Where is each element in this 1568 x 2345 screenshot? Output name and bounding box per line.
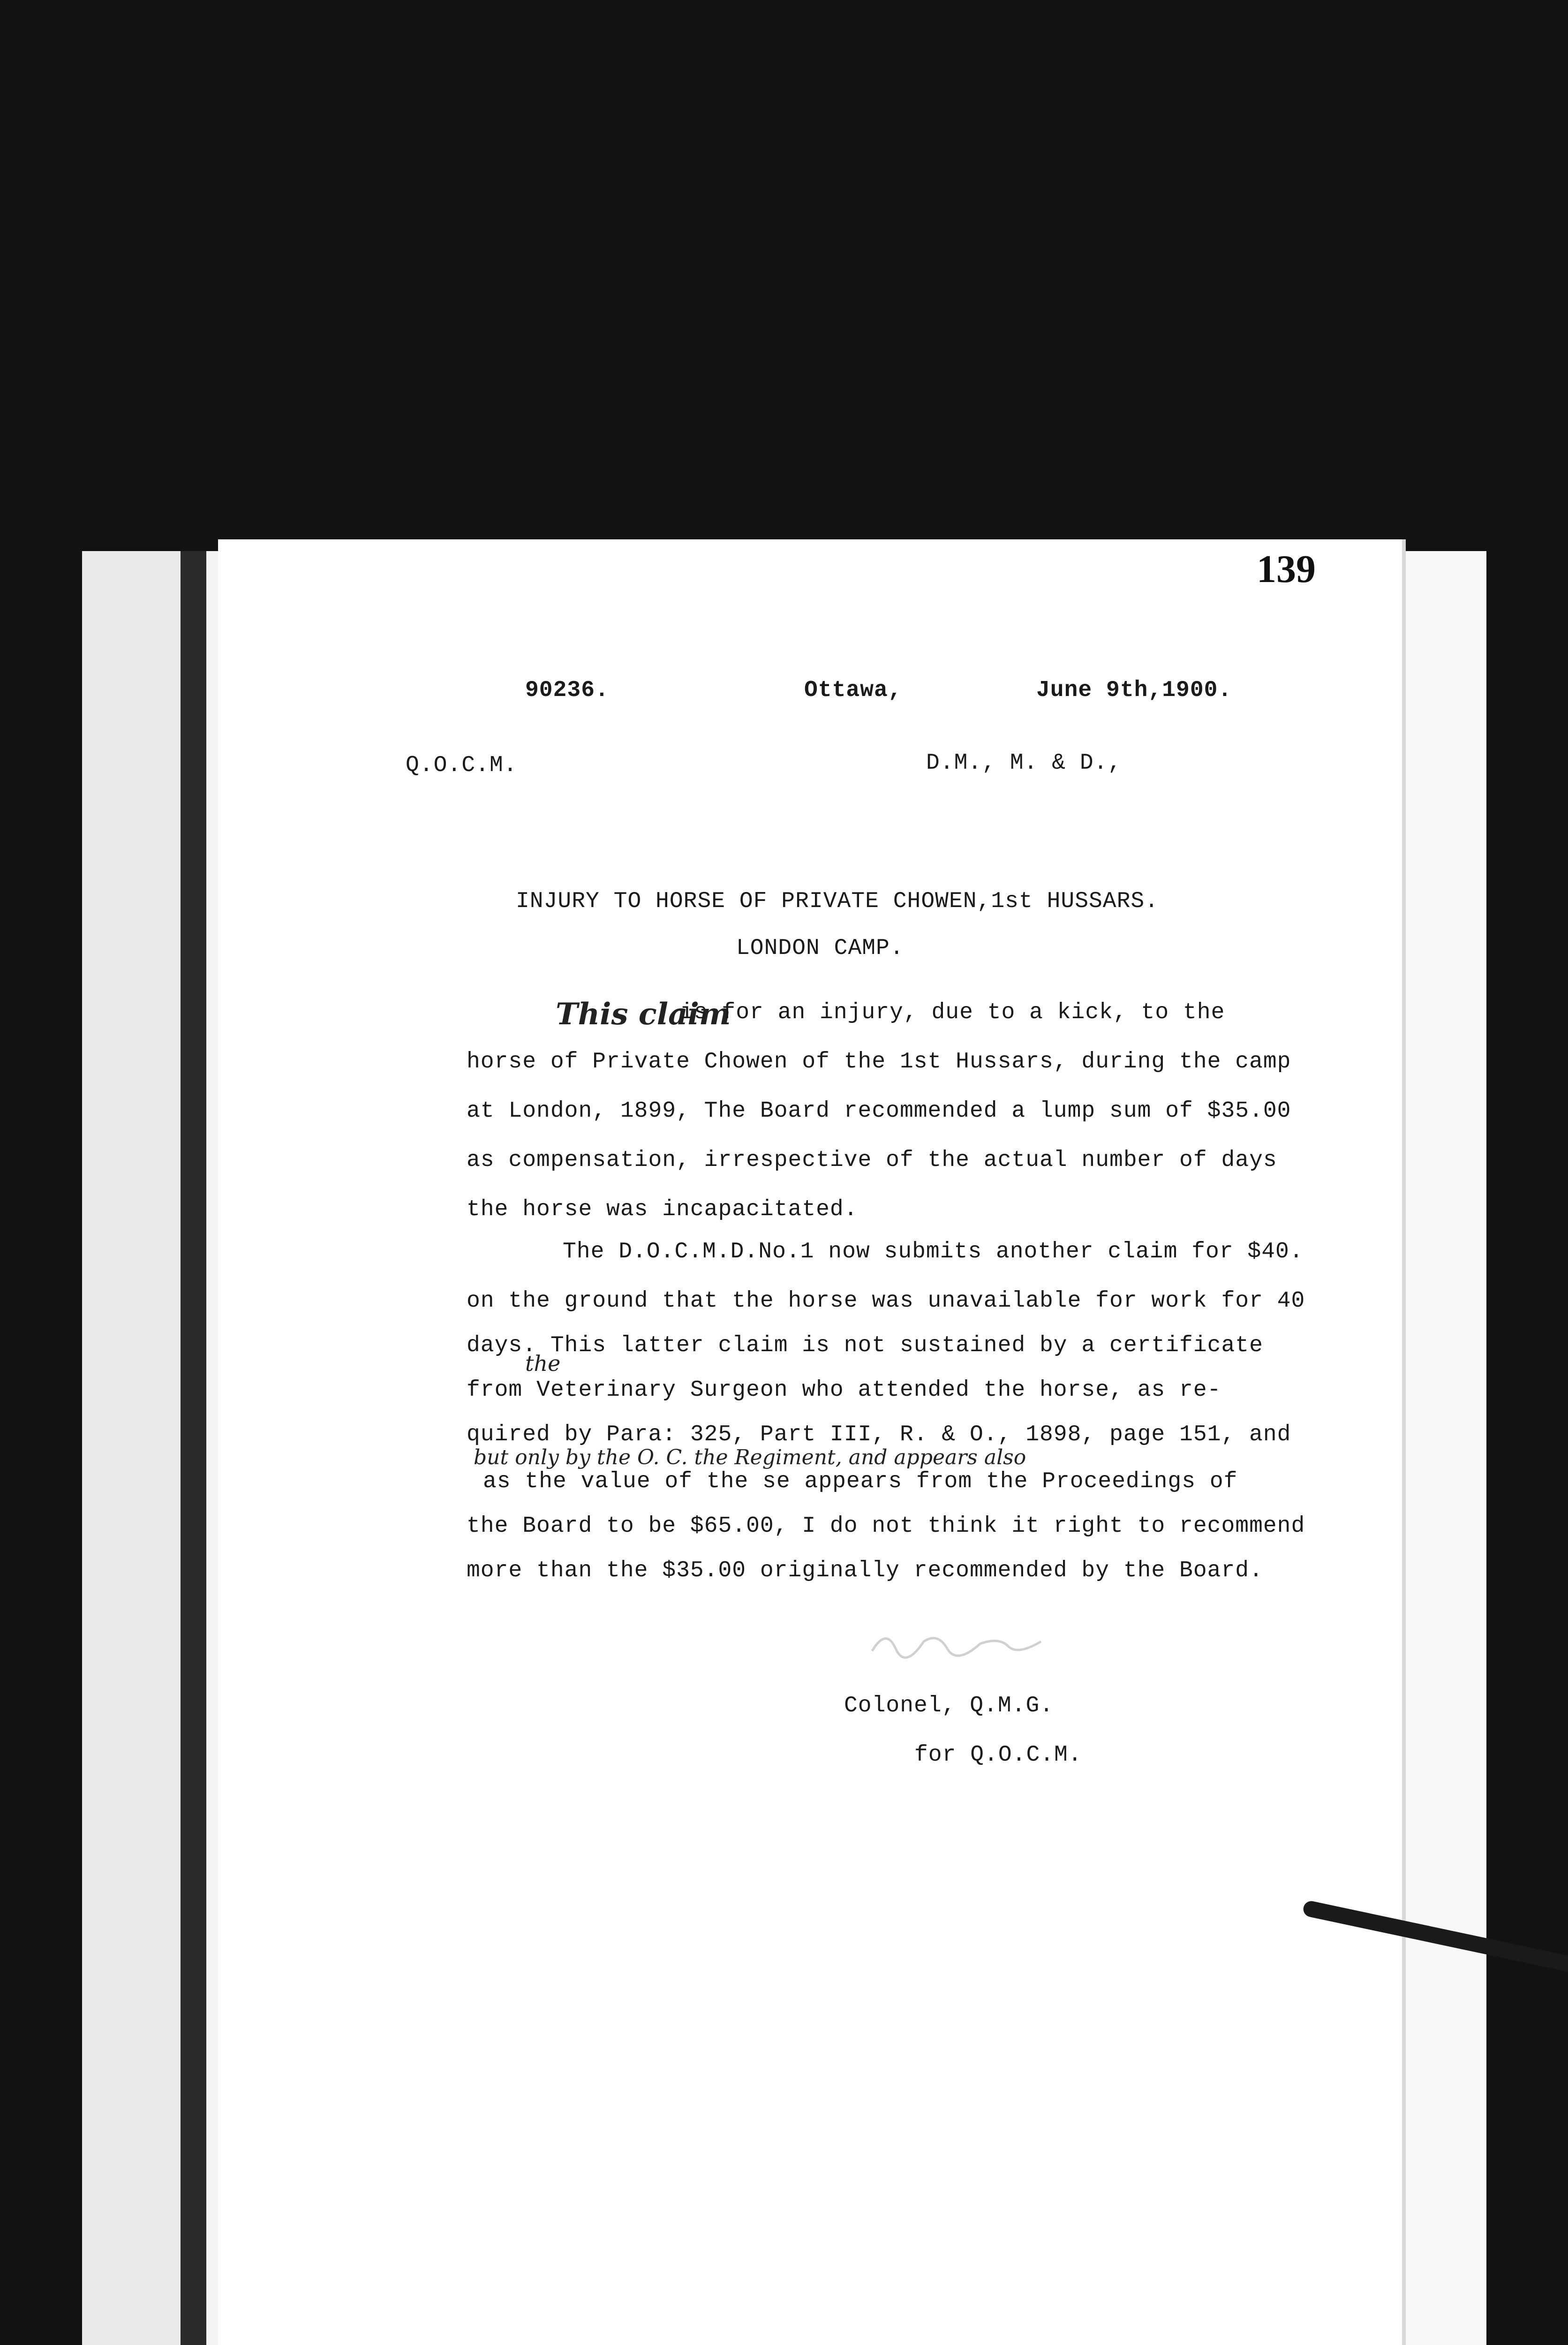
body-line: as compensation, irrespective of the actual number of days bbox=[467, 1148, 1277, 1173]
body-line: quired by Para: 325, Part III, R. & O., 1898, page 151, and bbox=[467, 1422, 1291, 1447]
faint-signature bbox=[867, 1623, 1046, 1665]
letter-date: June 9th,1900. bbox=[1036, 678, 1232, 703]
body-line: more than the $35.00 originally recommended by the Board. bbox=[467, 1558, 1263, 1583]
handwritten-insert-the: the bbox=[525, 1351, 561, 1376]
file-number: 90236. bbox=[525, 678, 609, 703]
body-line: is for an injury, due to a kick, to the bbox=[680, 1000, 1225, 1025]
handwritten-opening: This claim bbox=[556, 997, 731, 1032]
page-number: 139 bbox=[1257, 547, 1316, 591]
recipient: Q.O.C.M. bbox=[406, 753, 518, 778]
sender: D.M., M. & D., bbox=[926, 750, 1122, 776]
subject-location: LONDON CAMP. bbox=[736, 936, 904, 961]
signature-for: for Q.O.C.M. bbox=[914, 1742, 1082, 1768]
body-line: the horse was incapacitated. bbox=[467, 1197, 858, 1222]
handwritten-insertion: but only by the O. C. the Regiment, and appears also bbox=[474, 1445, 1026, 1469]
body-line: at London, 1899, The Board recommended a lump sum of $35.00 bbox=[467, 1098, 1291, 1124]
body-line: on the ground that the horse was unavailable for work for 40 bbox=[467, 1288, 1305, 1314]
body-line: The D.O.C.M.D.No.1 now submits another claim for $40. bbox=[563, 1239, 1304, 1264]
body-line: as the value of the se appears from the Proceedings of bbox=[483, 1469, 1238, 1494]
left-page-edge bbox=[82, 551, 195, 2345]
body-line: horse of Private Chowen of the 1st Hussars, during the camp bbox=[467, 1049, 1291, 1074]
body-line: the Board to be $65.00, I do not think it right to recommend bbox=[467, 1513, 1305, 1539]
place: Ottawa, bbox=[804, 678, 902, 703]
body-line: days. This latter claim is not sustained by a certificate bbox=[467, 1333, 1263, 1358]
body-line: from Veterinary Surgeon who attended the horse, as re- bbox=[467, 1377, 1221, 1403]
subject-line: INJURY TO HORSE OF PRIVATE CHOWEN,1st HUSSARS. bbox=[516, 889, 1159, 914]
signature-title: Colonel, Q.M.G. bbox=[844, 1693, 1054, 1718]
